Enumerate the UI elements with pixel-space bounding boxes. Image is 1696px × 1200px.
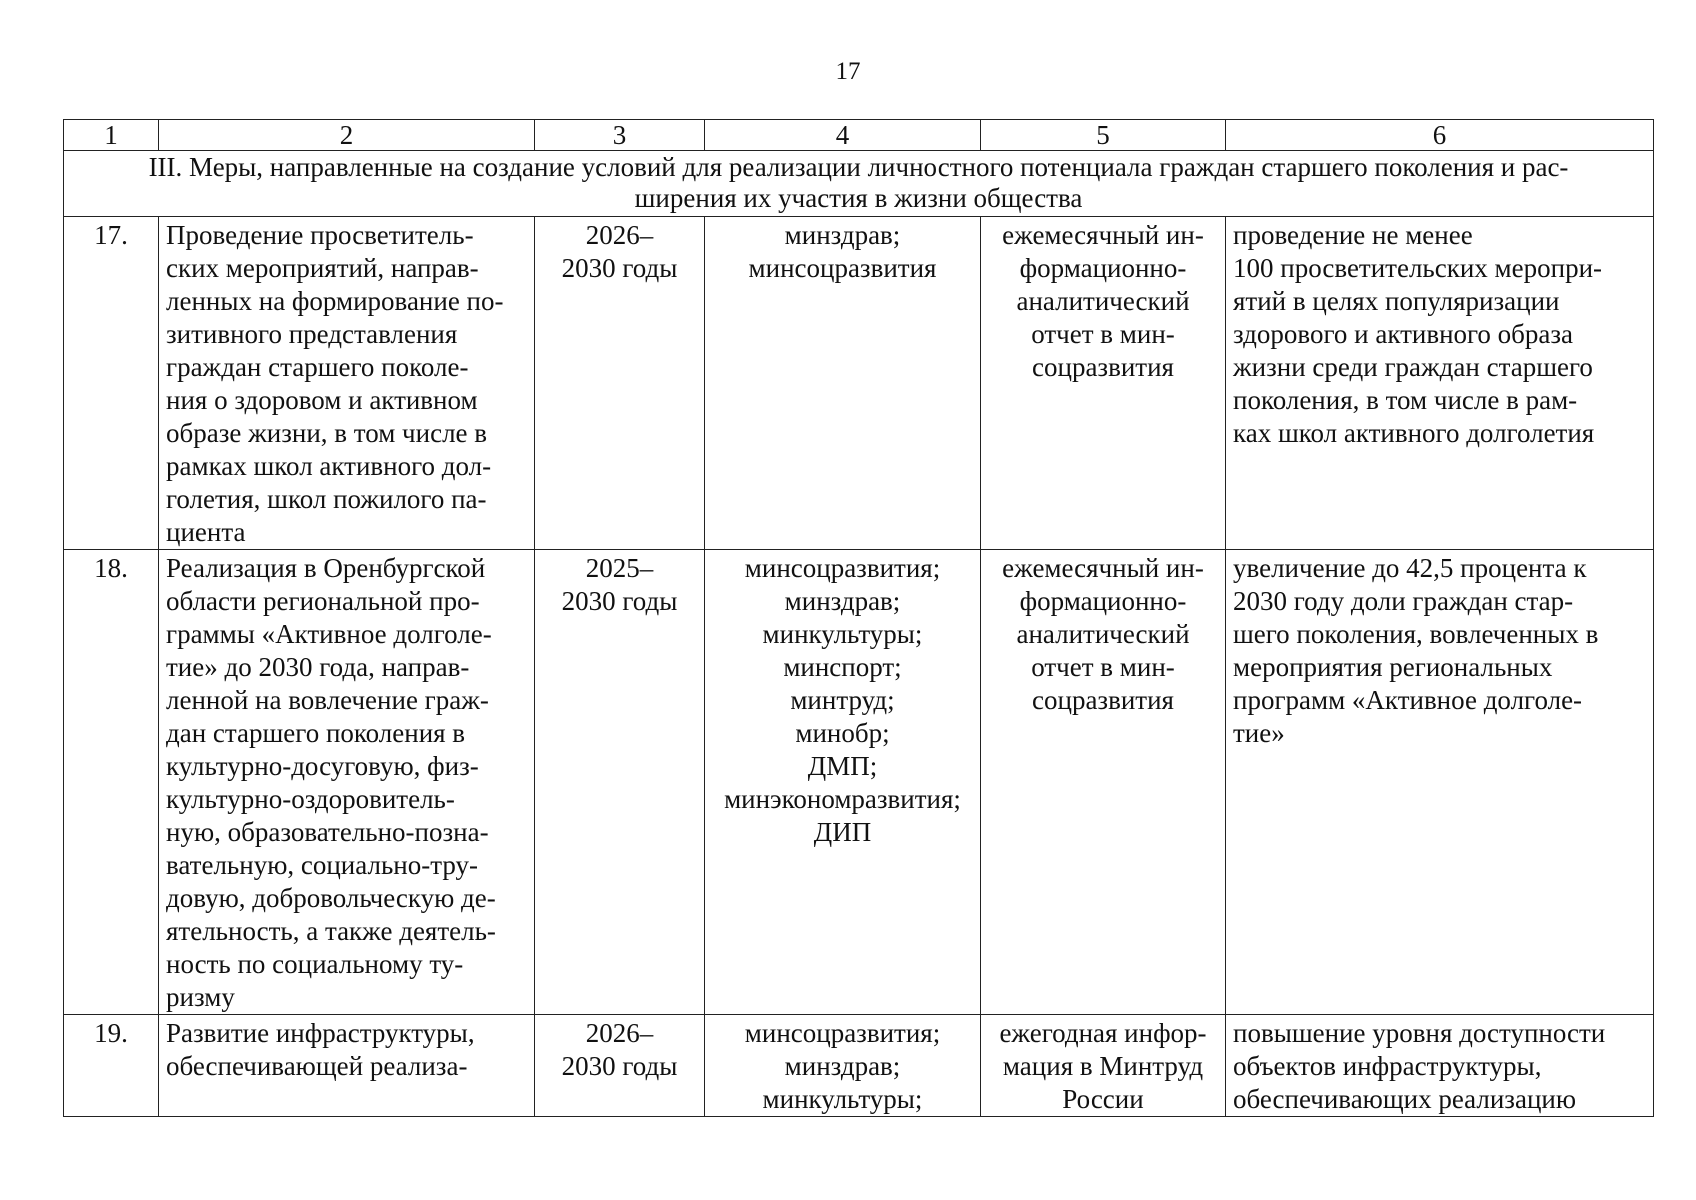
text-line: тие» <box>1233 718 1285 748</box>
text-line: 2030 годы <box>561 1051 678 1081</box>
text-line: соцразвития <box>1032 685 1174 715</box>
section-header-row <box>64 151 1654 217</box>
text-line: ятельность, а также деятель- <box>166 916 496 946</box>
text-line: 2025– <box>585 553 654 583</box>
text-line: 2026– <box>585 220 654 250</box>
text-line: ния о здоровом и активном <box>166 385 478 415</box>
text-line: минкультуры; <box>762 619 923 649</box>
text-line: области региональной про- <box>166 586 480 616</box>
text-line: отчет в мин- <box>1031 319 1175 349</box>
text-line: поколения, в том числе в рам- <box>1233 385 1578 415</box>
activity-cell <box>159 550 535 1015</box>
table-row <box>64 1015 1654 1117</box>
text-line: шего поколения, вовлеченных в <box>1233 619 1599 649</box>
text-line: минтруд; <box>790 685 895 715</box>
text-line: ризму <box>166 982 235 1012</box>
text-line: минкультуры; <box>762 1084 923 1114</box>
text-line: мация в Минтруд <box>1002 1051 1204 1081</box>
text-line: объектов инфраструктуры, <box>1233 1051 1542 1081</box>
text-line: 2030 годы <box>561 586 678 616</box>
text-line: минспорт; <box>783 652 902 682</box>
section-title-line: III. Меры, направленные на создание условий для реализации личностного потенциала граждан старшего поколения и рас- <box>148 152 1569 182</box>
text-line: мероприятия региональных <box>1233 652 1553 682</box>
text-line: формационно- <box>1019 253 1187 283</box>
text-line: ность по социальному ту- <box>166 949 464 979</box>
text-line: аналитический <box>1016 619 1190 649</box>
period-cell <box>535 217 705 550</box>
column-number-cell: 6 <box>1226 120 1654 151</box>
result-cell <box>1226 217 1654 550</box>
text-line: культурно-оздоровитель- <box>166 784 455 814</box>
text-line: программ «Активное долголе- <box>1233 685 1583 715</box>
text-line: образе жизни, в том числе в <box>166 418 488 448</box>
row-number: 18. <box>64 550 159 1015</box>
text-line: зитивного представления <box>166 319 458 349</box>
period-cell <box>535 550 705 1015</box>
text-line: аналитический <box>1016 286 1190 316</box>
text-line: циента <box>166 517 246 547</box>
text-line: Реализация в Оренбургской <box>166 553 486 583</box>
text-line: минсоцразвития; <box>744 553 941 583</box>
text-line: довую, добровольческую де- <box>166 883 496 913</box>
text-line: культурно-досуговую, физ- <box>166 751 479 781</box>
text-line: жизни среди граждан старшего <box>1233 352 1593 382</box>
text-line: здорового и активного образа <box>1233 319 1574 349</box>
text-line: минсоцразвития; <box>744 1018 941 1048</box>
result-cell <box>1226 550 1654 1015</box>
period-cell <box>535 1015 705 1117</box>
text-line: ятий в целях популяризации <box>1233 286 1560 316</box>
text-line: обеспечивающей реализа- <box>166 1051 468 1081</box>
reporting-cell <box>981 217 1226 550</box>
text-line: ленных на формирование по- <box>166 286 504 316</box>
text-line: минобр; <box>795 718 890 748</box>
text-line: соцразвития <box>1032 352 1174 382</box>
text-line: формационно- <box>1019 586 1187 616</box>
measures-table <box>63 119 1654 1117</box>
text-line: Развитие инфраструктуры, <box>166 1018 475 1048</box>
text-line: повышение уровня доступности <box>1233 1018 1606 1048</box>
text-line: ленной на вовлечение граж- <box>166 685 489 715</box>
column-number-row <box>64 120 1654 151</box>
text-line: вательную, социально-тру- <box>166 850 478 880</box>
text-line: 2030 году доли граждан стар- <box>1233 586 1574 616</box>
row-number: 17. <box>64 217 159 550</box>
row-number: 19. <box>64 1015 159 1117</box>
text-line: граждан старшего поколе- <box>166 352 469 382</box>
executors-cell <box>705 550 981 1015</box>
executors-cell <box>705 1015 981 1117</box>
text-line: минсоцразвития <box>748 253 937 283</box>
text-line: минздрав; <box>784 586 901 616</box>
activity-cell <box>159 217 535 550</box>
column-number-cell: 5 <box>981 120 1226 151</box>
executors-cell <box>705 217 981 550</box>
text-line: увеличение до 42,5 процента к <box>1233 553 1587 583</box>
column-number-cell: 2 <box>159 120 535 151</box>
text-line: отчет в мин- <box>1031 652 1175 682</box>
column-number-cell: 4 <box>705 120 981 151</box>
text-line: голетия, школ пожилого па- <box>166 484 487 514</box>
text-line: граммы «Активное долголе- <box>166 619 492 649</box>
text-line: России <box>1062 1084 1144 1114</box>
activity-cell <box>159 1015 535 1117</box>
column-number-cell: 3 <box>535 120 705 151</box>
text-line: 2030 годы <box>561 253 678 283</box>
section-title <box>64 151 1654 217</box>
text-line: 100 просветительских меропри- <box>1233 253 1603 283</box>
table-row <box>64 217 1654 550</box>
text-line: ную, образовательно-позна- <box>166 817 489 847</box>
text-line: обеспечивающих реализацию <box>1233 1084 1577 1114</box>
text-line: ДИП <box>813 817 872 847</box>
text-line: дан старшего поколения в <box>166 718 466 748</box>
text-line: минэкономразвития; <box>724 784 961 814</box>
reporting-cell <box>981 1015 1226 1117</box>
text-line: минздрав; <box>784 220 901 250</box>
table-row <box>64 550 1654 1015</box>
section-title-line: ширения их участия в жизни общества <box>634 183 1083 213</box>
text-line: рамках школ активного дол- <box>166 451 492 481</box>
column-number-cell: 1 <box>64 120 159 151</box>
text-line: Проведение просветитель- <box>166 220 474 250</box>
text-line: ежемесячный ин- <box>1002 220 1204 250</box>
text-line: 2026– <box>585 1018 654 1048</box>
text-line: тие» до 2030 года, направ- <box>166 652 470 682</box>
text-line: минздрав; <box>784 1051 901 1081</box>
result-cell <box>1226 1015 1654 1117</box>
page-number: 17 <box>835 58 861 85</box>
text-line: ках школ активного долголетия <box>1233 418 1595 448</box>
text-line: ежемесячный ин- <box>1002 553 1204 583</box>
text-line: проведение не менее <box>1233 220 1473 250</box>
text-line: ских мероприятий, направ- <box>166 253 479 283</box>
text-line: ежегодная инфор- <box>999 1018 1207 1048</box>
text-line: ДМП; <box>807 751 878 781</box>
reporting-cell <box>981 550 1226 1015</box>
